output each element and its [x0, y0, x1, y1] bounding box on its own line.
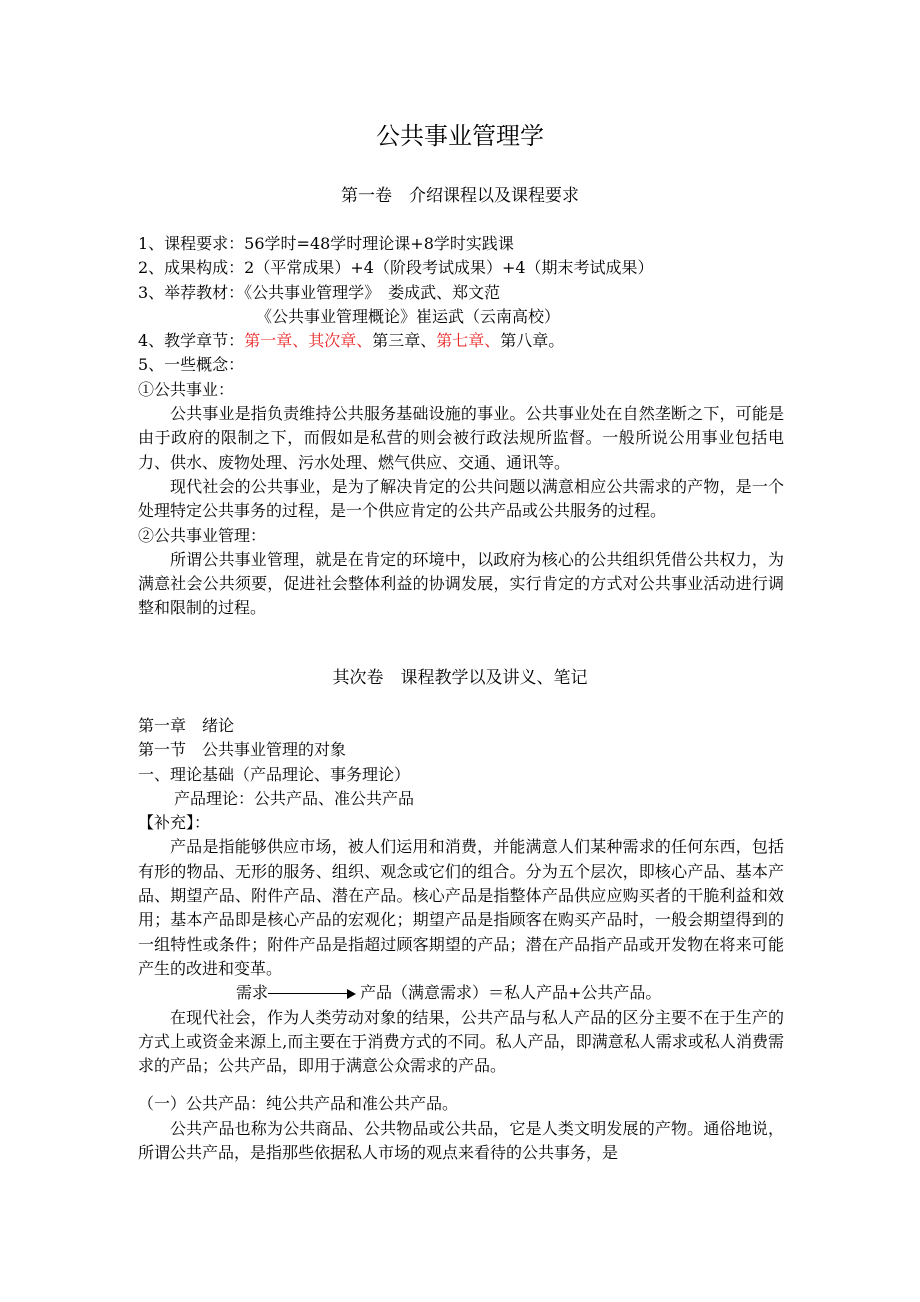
subsection-title: 一、理论基础（产品理论、事务理论）: [138, 764, 411, 784]
volume2-heading: 其次卷 课程教学以及讲义、笔记: [332, 668, 588, 688]
document-title: 公共事业管理学: [376, 122, 544, 150]
public-product-label: （一）公共产品：纯公共产品和准公共产品。: [138, 1094, 459, 1114]
supplement-paragraph: 产品是指能够供应市场，被人们运用和消费，并能满意人们某种需求的任何东西，包括有形的物品、无形的服务、组织、观念或它们的组合。分为五个层次，即核心产品、基本产品、期望产品、附件产品、潜在产品。核心产品是指整体产品供应应购买者的干脆利益和效用；基本产品即是核心产品的宏观化；期望产品是指顾客在购买产品时，一般会期望得到的一组特性或条件；附件产品是指超过顾客期望的产品；潜在产品指产品或开发物在将来可能产生的改进和变革。: [138, 837, 784, 978]
chapter-8: 第八章。: [500, 331, 565, 351]
right-arrow-icon: [268, 989, 356, 999]
textbook-2: 《公共事业管理概论》崔运武（云南高校）: [256, 306, 561, 326]
chapter-3: 第三章、: [372, 331, 437, 351]
product-theory: 产品理论：公共产品、准公共产品: [174, 788, 415, 808]
course-requirement: 1、课程要求：56学时=48学时理论课+8学时实践课: [138, 234, 514, 253]
formula-left: 需求: [236, 983, 269, 1003]
chapter-7-red: 第七章、: [436, 331, 501, 351]
demand-formula: [138, 981, 784, 1005]
concept1-paragraph-2: 现代社会的公共事业，是为了解决肯定的公共问题以满意相应公共需求的产物，是一个处理特定公共事务的过程，是一个供应肯定的公共产品或公共服务的过程。: [138, 476, 784, 521]
public-product-paragraph: 公共产品也称为公共商品、公共物品或公共品，它是人类文明发展的产物。通俗地说，所谓公共产品，是指那些依据私人市场的观点来看待的公共事务，是: [138, 1118, 784, 1163]
modern-society-paragraph: 在现代社会，作为人类劳动对象的结果，公共产品与私人产品的区分主要不在于生产的方式上或资金来源上,而主要在于消费方式的不同。私人产品，即满意私人需求或私人消费需求的产品；公共产品，即用于满意公众需求的产品。: [138, 1007, 784, 1076]
textbook-1: 3、举荐教材：《公共事业管理学》 娄成武、郑文范: [138, 282, 501, 302]
grade-composition: 2、成果构成：2（平常成果）+4（阶段考试成果）+4（期末考试成果）: [138, 258, 654, 278]
spacer: [138, 1078, 784, 1092]
supplement-label: 【补充】：: [138, 813, 211, 833]
concept1-label: ①公共事业：: [138, 379, 235, 399]
formula-right: 产品（满意需求）＝私人产品+公共产品。: [360, 983, 662, 1003]
teaching-chapters-prefix: 4、教学章节：: [138, 331, 245, 351]
teaching-chapters: [138, 329, 784, 353]
chapter-2-red: 其次章、: [308, 331, 373, 351]
volume1-heading: 第一卷 介绍课程以及课程要求: [341, 186, 579, 206]
concept1-paragraph-1: 公共事业是指负责维持公共服务基础设施的事业。公共事业处在自然垄断之下，可能是由于政府的限制之下，而假如是私营的则会被行政法规所监督。一般所说公用事业包括电力、供水、废物处理、污水处理、燃气供应、交通、通讯等。: [138, 404, 784, 472]
volume1-body: [138, 232, 784, 621]
concepts-label: 5、一些概念：: [138, 355, 245, 375]
volume2-body: [138, 714, 784, 1165]
chapter-1-red: 第一章、: [244, 331, 309, 351]
chapter-title: 第一章 绪论: [138, 716, 235, 735]
concept2-label: ②公共事业管理：: [138, 525, 267, 545]
section-title: 第一节 公共事业管理的对象: [138, 740, 347, 760]
concept2-paragraph: 所谓公共事业管理，就是在肯定的环境中，以政府为核心的公共组织凭借公共权力，为满意社会公共须要，促进社会整体利益的协调发展，实行肯定的方式对公共事业活动进行调整和限制的过程。: [138, 549, 784, 618]
